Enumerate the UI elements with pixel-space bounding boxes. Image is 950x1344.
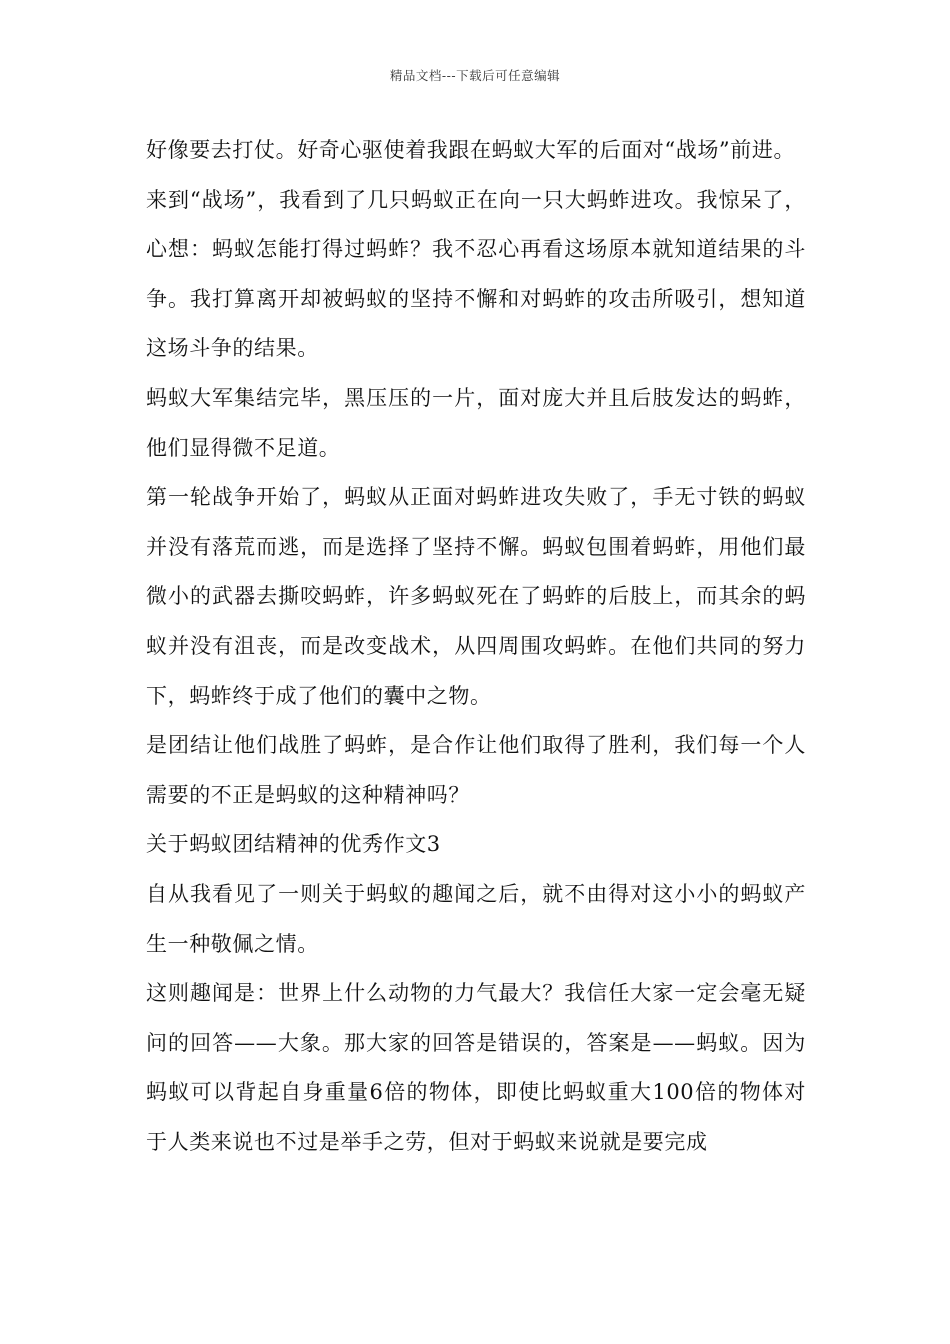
- paragraph-2: 来到“战场”，我看到了几只蚂蚁正在向一只大蚂蚱进攻。我惊呆了，心想：蚂蚁怎能打得过蚂蚱？我不忍心再看这场原本就知道结果的斗争。我打算离开却被蚂蚁的坚持不懈和对蚂蚱的攻击所吸引，想知道这场斗争的结果。: [146, 187, 806, 361]
- section-heading: 关于蚂蚁团结精神的优秀作文3: [146, 832, 441, 857]
- document-body: [146, 126, 806, 1167]
- page-header: 精品文档---下载后可任意编辑: [389, 68, 561, 83]
- paragraph-6: 自从我看见了一则关于蚂蚁的趣闻之后，就不由得对这小小的蚂蚁产生一种敬佩之情。: [146, 881, 806, 956]
- paragraph-5: 是团结让他们战胜了蚂蚱，是合作让他们取得了胜利，我们每一个人需要的不正是蚂蚁的这种精神吗？: [146, 733, 806, 807]
- paragraph-4: 第一轮战争开始了，蚂蚁从正面对蚂蚱进攻失败了，手无寸铁的蚂蚁并没有落荒而逃，而是选择了坚持不懈。蚂蚁包围着蚂蚱，用他们最微小的武器去撕咬蚂蚱，许多蚂蚁死在了蚂蚱的后肢上，而其余的蚂蚁并没有沮丧，而是改变战术，从四周围攻蚂蚱。在他们共同的努力下，蚂蚱终于成了他们的囊中之物。: [146, 485, 806, 708]
- paragraph-7: 这则趣闻是：世界上什么动物的力气最大？我信任大家一定会毫无疑问的回答——大象。那大家的回答是错误的，答案是——蚂蚁。因为蚂蚁可以背起自身重量6倍的物体，即使比蚂蚁重大100倍的物体对于人类来说也不过是举手之劳，但对于蚂蚁来说就是要完成: [146, 981, 806, 1154]
- paragraph-3: 蚂蚁大军集结完毕，黑压压的一片，面对庞大并且后肢发达的蚂蚱，他们显得微不足道。: [146, 385, 806, 460]
- paragraph-1: 好像要去打仗。好奇心驱使着我跟在蚂蚁大军的后面对“战场”前进。: [146, 138, 796, 162]
